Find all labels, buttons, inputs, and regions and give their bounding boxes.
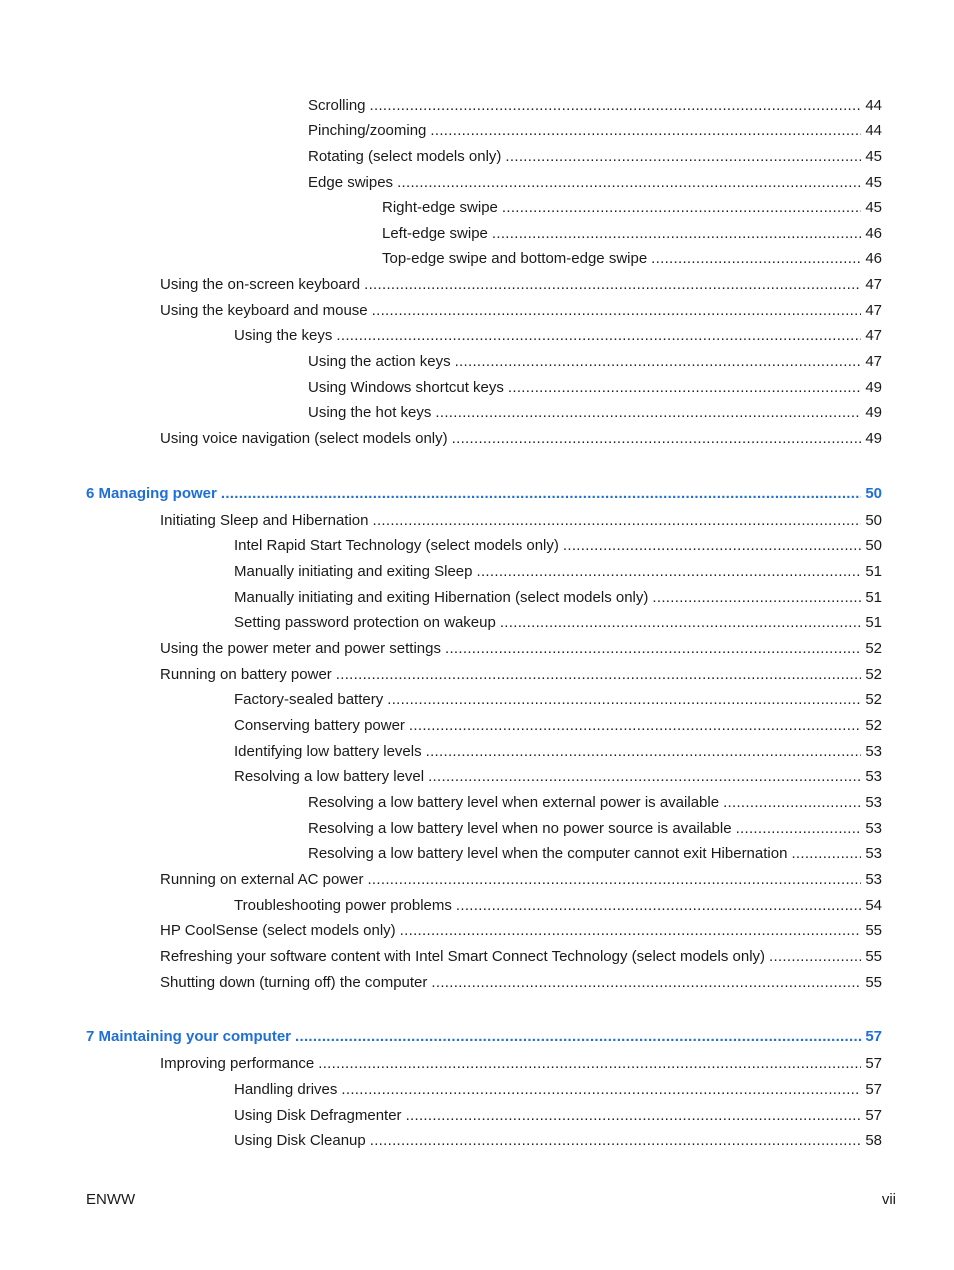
toc-entry-title: Top-edge swipe and bottom-edge swipe	[382, 248, 651, 270]
toc-entry[interactable]	[382, 197, 882, 219]
toc-entry[interactable]	[234, 612, 882, 634]
toc-entry[interactable]	[308, 843, 882, 865]
dot-leader	[500, 612, 861, 634]
dot-leader	[367, 869, 861, 891]
toc-entry[interactable]	[234, 1079, 882, 1101]
toc-entry-title: Factory-sealed battery	[234, 689, 387, 711]
toc-entry[interactable]	[160, 869, 882, 891]
dot-leader	[341, 1079, 861, 1101]
toc-entry-title: Shutting down (turning off) the computer	[160, 972, 431, 994]
dot-leader	[400, 920, 862, 942]
toc-entry-title: Using the power meter and power settings	[160, 638, 445, 660]
toc-entry[interactable]	[234, 587, 882, 609]
toc-entry-page: 50	[861, 483, 882, 505]
toc-entry[interactable]	[234, 325, 882, 347]
toc-entry-page: 50	[861, 535, 882, 557]
toc-entry-title: Conserving battery power	[234, 715, 409, 737]
toc-entry-title: Left-edge swipe	[382, 223, 492, 245]
dot-leader	[563, 535, 861, 557]
toc-entry-title: Manually initiating and exiting Sleep	[234, 561, 476, 583]
toc-entry[interactable]	[308, 146, 882, 168]
toc-entry[interactable]	[382, 248, 882, 270]
dot-leader	[372, 300, 862, 322]
toc-entry-page: 45	[861, 197, 882, 219]
dot-leader	[455, 351, 862, 373]
toc-entry-page: 49	[861, 428, 882, 450]
toc-entry-title: Using Disk Defragmenter	[234, 1105, 406, 1127]
toc-entry-page: 53	[861, 869, 882, 891]
dot-leader	[430, 120, 861, 142]
dot-leader	[791, 843, 861, 865]
dot-leader	[221, 483, 861, 505]
toc-entry-title: Resolving a low battery level	[234, 766, 428, 788]
toc-entry-page: 53	[861, 766, 882, 788]
dot-leader	[476, 561, 861, 583]
toc-entry[interactable]	[160, 1053, 882, 1075]
toc-entry-page: 51	[861, 561, 882, 583]
toc-entry[interactable]	[382, 223, 882, 245]
toc-entry[interactable]	[234, 715, 882, 737]
toc-entry-page: 54	[861, 895, 882, 917]
toc-entry-title: Resolving a low battery level when the computer cannot exit Hibernation	[308, 843, 791, 865]
toc-entry-title: Rotating (select models only)	[308, 146, 505, 168]
toc-entry[interactable]	[160, 920, 882, 942]
toc-entry-page: 49	[861, 402, 882, 424]
toc-entry-page: 51	[861, 587, 882, 609]
toc-entry-page: 47	[861, 325, 882, 347]
dot-leader	[652, 587, 861, 609]
toc-entry-page: 52	[861, 689, 882, 711]
dot-leader	[364, 274, 861, 296]
dot-leader	[387, 689, 861, 711]
toc-entry-page: 47	[861, 300, 882, 322]
toc-entry-page: 52	[861, 715, 882, 737]
dot-leader	[505, 146, 861, 168]
dot-leader	[452, 428, 862, 450]
toc-entry-title: Using the hot keys	[308, 402, 435, 424]
toc-entry-title: 6 Managing power	[86, 483, 221, 505]
toc-entry-title: Identifying low battery levels	[234, 741, 426, 763]
dot-leader	[492, 223, 861, 245]
toc-entry-title: Intel Rapid Start Technology (select models only)	[234, 535, 563, 557]
toc-entry-title: Running on external AC power	[160, 869, 367, 891]
toc-entry[interactable]	[160, 510, 882, 532]
toc-entry[interactable]	[234, 766, 882, 788]
toc-entry-page: 53	[861, 792, 882, 814]
toc-entry-page: 57	[861, 1053, 882, 1075]
toc-entry[interactable]	[308, 172, 882, 194]
toc-entry[interactable]	[308, 818, 882, 840]
toc-entry-title: Setting password protection on wakeup	[234, 612, 500, 634]
toc-entry-page: 44	[861, 95, 882, 117]
dot-leader	[406, 1105, 862, 1127]
toc-entry-title: Edge swipes	[308, 172, 397, 194]
dot-leader	[336, 325, 861, 347]
dot-leader	[370, 95, 862, 117]
toc-entry-page: 53	[861, 818, 882, 840]
dot-leader	[502, 197, 861, 219]
toc-entry-title: 7 Maintaining your computer	[86, 1026, 295, 1048]
toc-entry-title: Pinching/zooming	[308, 120, 430, 142]
toc-entry-page: 45	[861, 172, 882, 194]
toc-entry-title: Using Windows shortcut keys	[308, 377, 508, 399]
dot-leader	[508, 377, 861, 399]
dot-leader	[435, 402, 861, 424]
toc-entry-title: Manually initiating and exiting Hibernation (select models only)	[234, 587, 652, 609]
toc-entry-page: 51	[861, 612, 882, 634]
toc-entry[interactable]	[160, 664, 882, 686]
toc-entry[interactable]	[234, 1130, 882, 1152]
toc-chapter-entry[interactable]	[86, 1026, 882, 1048]
toc-entry-page: 46	[861, 248, 882, 270]
toc-entry[interactable]	[160, 274, 882, 296]
toc-entry[interactable]	[234, 895, 882, 917]
dot-leader	[431, 972, 861, 994]
toc-entry[interactable]	[234, 689, 882, 711]
toc-entry-page: 45	[861, 146, 882, 168]
toc-entry[interactable]	[234, 1105, 882, 1127]
toc-entry-page: 53	[861, 741, 882, 763]
toc-entry-page: 58	[861, 1130, 882, 1152]
toc-entry-title: Troubleshooting power problems	[234, 895, 456, 917]
dot-leader	[336, 664, 862, 686]
toc-entry-title: Right-edge swipe	[382, 197, 502, 219]
toc-entry-title: Resolving a low battery level when external power is available	[308, 792, 723, 814]
toc-entry-page: 50	[861, 510, 882, 532]
dot-leader	[426, 741, 862, 763]
toc-entry[interactable]	[234, 535, 882, 557]
toc-entry[interactable]	[308, 377, 882, 399]
toc-entry-page: 57	[861, 1026, 882, 1048]
toc-entry-page: 55	[861, 946, 882, 968]
toc-entry-title: Using the on-screen keyboard	[160, 274, 364, 296]
toc-entry[interactable]	[308, 792, 882, 814]
dot-leader	[736, 818, 862, 840]
dot-leader	[651, 248, 861, 270]
toc-entry-page: 47	[861, 351, 882, 373]
toc-entry-page: 52	[861, 664, 882, 686]
toc-entry-title: Running on battery power	[160, 664, 336, 686]
toc-entry-page: 53	[861, 843, 882, 865]
page-number: vii	[881, 1191, 896, 1208]
dot-leader	[769, 946, 861, 968]
toc-entry-page: 49	[861, 377, 882, 399]
toc-entry-page: 44	[861, 120, 882, 142]
toc-entry-title: Using voice navigation (select models only)	[160, 428, 452, 450]
toc-entry-page: 55	[861, 920, 882, 942]
dot-leader	[445, 638, 861, 660]
dot-leader	[397, 172, 861, 194]
dot-leader	[295, 1026, 861, 1048]
toc-entry[interactable]	[160, 638, 882, 660]
toc-entry[interactable]	[160, 946, 882, 968]
toc-entry-title: Using the action keys	[308, 351, 455, 373]
dot-leader	[723, 792, 861, 814]
toc-entry[interactable]	[160, 428, 882, 450]
toc-entry-page: 55	[861, 972, 882, 994]
toc-entry-title: HP CoolSense (select models only)	[160, 920, 400, 942]
toc-entry[interactable]	[160, 972, 882, 994]
toc-entry-title: Resolving a low battery level when no power source is available	[308, 818, 736, 840]
toc-chapter-entry[interactable]	[86, 483, 882, 505]
toc-entry[interactable]	[308, 120, 882, 142]
toc-entry-title: Scrolling	[308, 95, 370, 117]
toc-entry[interactable]	[308, 402, 882, 424]
toc-entry-title: Initiating Sleep and Hibernation	[160, 510, 372, 532]
footer-label: ENWW	[86, 1191, 136, 1208]
dot-leader	[456, 895, 861, 917]
dot-leader	[370, 1130, 862, 1152]
toc-entry[interactable]	[308, 95, 882, 117]
toc-entry[interactable]	[234, 741, 882, 763]
toc-entry-title: Using Disk Cleanup	[234, 1130, 370, 1152]
toc-entry[interactable]	[160, 300, 882, 322]
dot-leader	[372, 510, 861, 532]
toc-entry-page: 57	[861, 1105, 882, 1127]
dot-leader	[409, 715, 861, 737]
dot-leader	[428, 766, 861, 788]
toc-entry-page: 46	[861, 223, 882, 245]
toc-entry-title: Improving performance	[160, 1053, 318, 1075]
toc-entry-page: 47	[861, 274, 882, 296]
toc-entry-title: Using the keys	[234, 325, 336, 347]
toc-entry[interactable]	[234, 561, 882, 583]
toc-entry-title: Using the keyboard and mouse	[160, 300, 372, 322]
toc-entry-title: Handling drives	[234, 1079, 341, 1101]
toc-entry-page: 52	[861, 638, 882, 660]
toc-entry-page: 57	[861, 1079, 882, 1101]
toc-entry-title: Refreshing your software content with Intel Smart Connect Technology (select models only)	[160, 946, 769, 968]
toc-entry[interactable]	[308, 351, 882, 373]
dot-leader	[318, 1053, 861, 1075]
